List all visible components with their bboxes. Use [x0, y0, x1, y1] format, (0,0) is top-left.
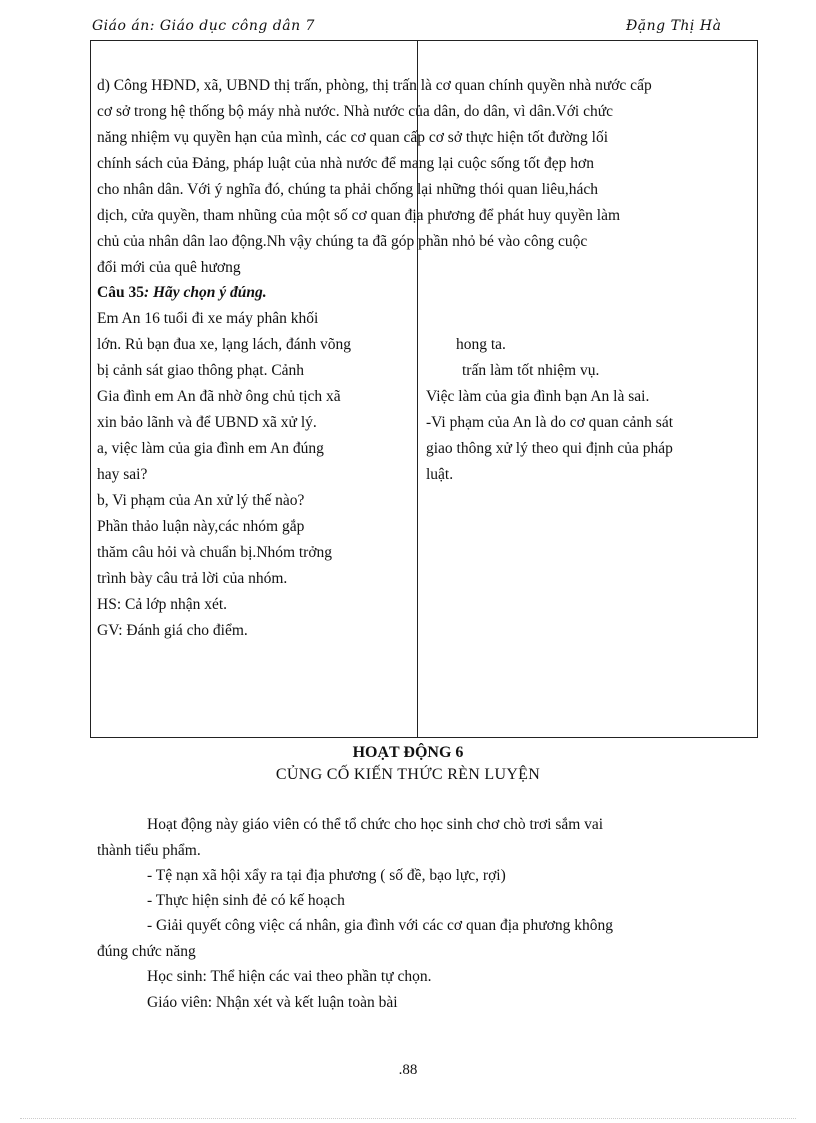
right-column-answer-line: luật. [426, 466, 454, 483]
question-heading [97, 284, 267, 302]
bullet-item: - Tệ nạn xã hội xẩy ra tại địa phương ( số đề, bạo lực, rợi) [147, 867, 506, 884]
bullet-item: - Thực hiện sinh đẻ có kế hoạch [147, 892, 345, 909]
right-column-answer-line: Việc làm của gia đình bạn An là sai. [426, 388, 650, 405]
left-column-line: xin bảo lãnh và để UBND xã xử lý. [97, 414, 317, 431]
section-title: HOẠT ĐỘNG 6 [352, 744, 464, 761]
section-subtitle: CỦNG CỐ KIẾN THỨC RÈN LUYỆN [275, 766, 541, 783]
left-column-line: lớn. Rủ bạn đua xe, lạng lách, đánh võng [97, 336, 351, 353]
table-paragraph-line: cơ sở trong hệ thống bộ máy nhà nước. Nhà nước của dân, do dân, vì dân.Với chức [97, 103, 613, 120]
left-column-line: thăm câu hỏi và chuẩn bị.Nhóm trởng [97, 544, 333, 561]
right-column-answer-line: -Vi phạm của An là do cơ quan cảnh sát [426, 414, 674, 431]
table-paragraph-line: chính sách của Đảng, pháp luật của nhà nước để mang lại cuộc sống tốt đẹp hơn [97, 155, 594, 172]
body-paragraph-line: Hoạt động này giáo viên có thể tổ chức cho học sinh chơ chò trơi sắm vai [147, 816, 604, 833]
right-column-line: hong ta. [456, 336, 506, 353]
student-note: Học sinh: Thể hiện các vai theo phần tự chọn. [147, 968, 432, 985]
header-author: Đặng Thị Hà [626, 18, 722, 34]
table-paragraph-line: đổi mới của quê hương [97, 259, 241, 276]
left-column-line: hay sai? [97, 466, 148, 483]
table-paragraph-line: năng nhiệm vụ quyền hạn của mình, các cơ quan cấp cơ sở thực hiện tốt đường lối [97, 129, 609, 146]
table-paragraph-line: cho nhân dân. Với ý nghĩa đó, chúng ta phải chống lại những thói quan liêu,hách [97, 181, 599, 198]
left-column-line: Gia đình em An đã nhờ ông chủ tịch xã [97, 388, 341, 405]
left-column-line: Phần thảo luận này,các nhóm gắp [97, 518, 305, 535]
left-column-line: b, Vi phạm của An xử lý thế nào? [97, 492, 305, 509]
left-column-line: Em An 16 tuổi đi xe máy phân khối [97, 310, 319, 327]
body-paragraph-line: thành tiểu phẩm. [97, 842, 201, 859]
left-column-line: trình bày câu trả lời của nhóm. [97, 570, 288, 587]
question-instruction: : Hãy chọn ý đúng. [143, 284, 267, 301]
bullet-item: - Giải quyết công việc cá nhân, gia đình với các cơ quan địa phương không [147, 917, 613, 934]
question-label: Câu 35 [97, 284, 144, 301]
left-column-line: HS: Cả lớp nhận xét. [97, 596, 228, 613]
right-column-answer-line: giao thông xử lý theo qui định của pháp [426, 440, 673, 457]
page-number: .88 [398, 1062, 418, 1078]
left-column-line: GV: Đánh giá cho điểm. [97, 622, 248, 639]
left-column-line: a, việc làm của gia đình em An đúng [97, 440, 324, 457]
header-subject: Giáo án: Giáo dục công dân 7 [92, 18, 315, 34]
table-paragraph-line: d) Công HĐND, xã, UBND thị trấn, phòng, thị trấn là cơ quan chính quyền nhà nước cấp [97, 77, 652, 94]
bullet-item-continued: đúng chức năng [97, 943, 196, 960]
teacher-note: Giáo viên: Nhận xét và kết luận toàn bài [147, 994, 398, 1011]
page-bottom-rule [20, 1118, 796, 1119]
table-paragraph-line: dịch, cửa quyền, tham nhũng của một số cơ quan địa phương để phát huy quyền làm [97, 207, 621, 224]
table-paragraph-line: chủ của nhân dân lao động.Nh vậy chúng ta đã góp phần nhỏ bé vào công cuộc [97, 233, 588, 250]
right-column-line: trấn làm tốt nhiệm vụ. [462, 362, 600, 379]
left-column-line: bị cảnh sát giao thông phạt. Cảnh [97, 362, 305, 379]
